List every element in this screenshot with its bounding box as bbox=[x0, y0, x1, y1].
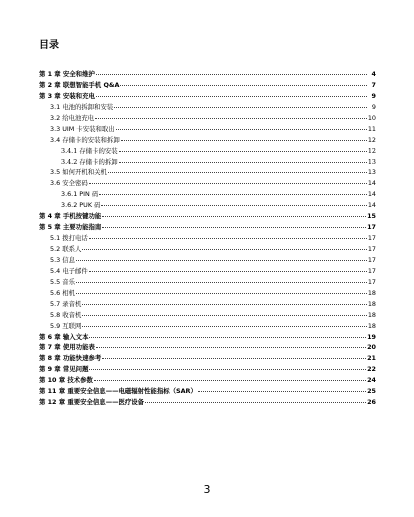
toc-entry[interactable] bbox=[39, 299, 376, 310]
toc-entry-page: 18 bbox=[367, 321, 376, 330]
toc-entry[interactable] bbox=[39, 244, 376, 255]
toc-entry-page: 9 bbox=[371, 102, 376, 111]
toc-entry[interactable] bbox=[39, 102, 376, 113]
toc-entry-page: 18 bbox=[367, 299, 376, 308]
toc-dot-leader bbox=[114, 106, 367, 108]
toc-entry-label: 5.8 收音机 bbox=[50, 310, 82, 319]
toc-entry-page: 7 bbox=[371, 80, 376, 89]
toc-entry[interactable] bbox=[39, 364, 376, 375]
toc-dot-leader bbox=[96, 95, 367, 97]
toc-entry-label: 3.4.2 存储卡的拆卸 bbox=[61, 157, 118, 166]
toc-entry-label: 3.6.2 PUK 码 bbox=[61, 201, 101, 210]
toc-entry[interactable] bbox=[39, 321, 376, 332]
toc-entry-page: 17 bbox=[367, 255, 376, 264]
toc-entry-label: 3.1 电池的拆卸和安装 bbox=[50, 102, 114, 111]
toc-dot-leader bbox=[119, 150, 367, 152]
toc-entry-page: 14 bbox=[367, 190, 376, 199]
toc-entry-label: 第 6 章 输入文本 bbox=[39, 332, 89, 341]
toc-dot-leader bbox=[102, 215, 366, 217]
toc-entry-page: 17 bbox=[367, 277, 376, 286]
toc-entry[interactable] bbox=[39, 353, 376, 364]
toc-entry-label: 第 7 章 使用功能表 bbox=[39, 343, 95, 352]
toc-dot-leader bbox=[89, 237, 367, 239]
toc-dot-leader bbox=[89, 368, 366, 370]
toc-entry-label: 第 12 章 重要安全信息——医疗设备 bbox=[39, 398, 145, 407]
toc-entry-label: 第 4 章 手机按键功能 bbox=[39, 212, 102, 221]
toc-dot-leader bbox=[94, 379, 366, 381]
toc-entry-page: 22 bbox=[367, 365, 376, 374]
toc-dot-leader bbox=[82, 303, 366, 305]
toc-dot-leader bbox=[82, 248, 366, 250]
toc-dot-leader bbox=[95, 117, 367, 119]
toc-entry[interactable] bbox=[39, 342, 376, 353]
toc-entry-label: 3.6.1 PIN 码 bbox=[61, 190, 99, 199]
toc-entry-label: 第 8 章 功能快速参考 bbox=[39, 354, 102, 363]
toc-dot-leader bbox=[102, 226, 366, 228]
toc-entry-label: 5.9 互联网 bbox=[50, 321, 82, 330]
toc-dot-leader bbox=[102, 357, 366, 359]
toc-entry-page: 21 bbox=[367, 354, 376, 363]
toc-entry-label: 第 9 章 常见问题 bbox=[39, 365, 89, 374]
toc-entry[interactable] bbox=[39, 222, 376, 233]
toc-entry-label: 第 11 章 重要安全信息——电磁辐射性能指标（SAR） bbox=[39, 387, 197, 396]
toc-entry-page: 17 bbox=[367, 245, 376, 253]
toc-dot-leader bbox=[120, 84, 367, 86]
toc-dot-leader bbox=[119, 161, 367, 163]
toc-entry-label: 3.4.1 存储卡的安装 bbox=[61, 146, 118, 155]
toc-entry[interactable] bbox=[39, 386, 376, 397]
toc-entry-label: 第 10 章 技术参数 bbox=[39, 376, 93, 385]
toc-dot-leader bbox=[89, 336, 366, 338]
toc-entry[interactable] bbox=[39, 189, 376, 200]
toc-entry-page: 12 bbox=[367, 146, 376, 155]
toc-entry-page: 17 bbox=[367, 266, 376, 275]
toc-dot-leader bbox=[89, 182, 367, 184]
toc-entry[interactable] bbox=[39, 146, 376, 157]
toc-entry-page: 13 bbox=[367, 157, 376, 166]
toc-dot-leader bbox=[108, 171, 367, 173]
toc-entry-label: 3.2 给电池充电 bbox=[50, 113, 95, 122]
toc-entry-page: 20 bbox=[367, 343, 376, 352]
toc-dot-leader bbox=[99, 193, 367, 195]
toc-entry-page: 13 bbox=[367, 168, 376, 177]
toc-entry[interactable] bbox=[39, 91, 376, 102]
toc-entry[interactable] bbox=[39, 124, 376, 135]
toc-entry[interactable] bbox=[39, 69, 376, 80]
toc-entry[interactable] bbox=[39, 266, 376, 277]
toc-entry-page: 4 bbox=[371, 70, 376, 78]
toc-dot-leader bbox=[76, 259, 367, 261]
toc-entry-page: 14 bbox=[367, 201, 376, 210]
toc-dot-leader bbox=[121, 139, 367, 141]
toc-entry[interactable] bbox=[39, 310, 376, 321]
toc-entry-label: 3.3 UIM 卡安装和取出 bbox=[50, 124, 115, 133]
toc-entry-page: 24 bbox=[367, 376, 376, 385]
toc-entry-page: 25 bbox=[367, 387, 376, 396]
toc-entry-label: 第 5 章 主要功能指南 bbox=[39, 223, 102, 232]
toc-entry-page: 9 bbox=[371, 91, 376, 100]
toc-entry-page: 17 bbox=[367, 234, 376, 243]
toc-entry[interactable] bbox=[39, 167, 376, 178]
toc-entry-label: 5.7 录音机 bbox=[50, 299, 82, 308]
toc-entry-page: 17 bbox=[367, 223, 376, 232]
toc-entry-label: 3.4 存储卡的安装和拆卸 bbox=[50, 135, 120, 144]
toc-entry-page: 15 bbox=[367, 212, 376, 221]
toc-entry-label: 5.3 信息 bbox=[50, 255, 75, 264]
toc-entry[interactable] bbox=[39, 157, 376, 168]
toc-dot-leader bbox=[96, 73, 367, 75]
toc-dot-leader bbox=[82, 325, 366, 327]
toc-entry-label: 5.6 相机 bbox=[50, 288, 75, 297]
toc-entry-page: 10 bbox=[367, 113, 376, 122]
toc-entry-label: 第 2 章 联想智能手机 Q&A bbox=[39, 80, 120, 89]
toc-entry[interactable] bbox=[39, 233, 376, 244]
toc-dot-leader bbox=[101, 204, 366, 206]
toc-entry[interactable] bbox=[39, 397, 376, 408]
toc-entry-page: 18 bbox=[367, 310, 376, 319]
toc-entry-label: 第 3 章 安装和充电 bbox=[39, 91, 95, 100]
toc-dot-leader bbox=[145, 401, 366, 403]
toc-entry-label: 5.4 电子邮件 bbox=[50, 266, 88, 275]
toc-entry-label: 3.5 如何开机和关机 bbox=[50, 168, 107, 177]
toc-entry[interactable] bbox=[39, 332, 376, 343]
toc-title: 目录 bbox=[39, 40, 59, 51]
toc-entry[interactable] bbox=[39, 178, 376, 189]
toc-entry[interactable] bbox=[39, 277, 376, 288]
toc-entry[interactable] bbox=[39, 113, 376, 124]
toc-entry-page: 12 bbox=[367, 135, 376, 144]
toc-dot-leader bbox=[116, 128, 367, 130]
toc-entry[interactable] bbox=[39, 80, 376, 91]
page-number: 3 bbox=[203, 483, 211, 496]
toc-entry[interactable] bbox=[39, 211, 376, 222]
toc-entry-page: 18 bbox=[367, 288, 376, 297]
toc-dot-leader bbox=[76, 292, 367, 294]
toc-entry[interactable] bbox=[39, 135, 376, 146]
toc-entry-label: 5.1 拨打电话 bbox=[50, 234, 88, 243]
toc-entry-label: 5.5 音乐 bbox=[50, 277, 75, 286]
toc-entry[interactable] bbox=[39, 375, 376, 386]
toc-entry-page: 11 bbox=[367, 124, 376, 133]
toc-dot-leader bbox=[198, 390, 366, 392]
toc-dot-leader bbox=[96, 346, 366, 348]
toc-entry-page: 19 bbox=[367, 332, 376, 341]
table-of-contents bbox=[39, 69, 376, 408]
toc-entry-label: 第 1 章 安全和维护 bbox=[39, 70, 95, 78]
toc-dot-leader bbox=[82, 314, 366, 316]
toc-dot-leader bbox=[76, 281, 367, 283]
toc-entry-label: 3.6 安全密码 bbox=[50, 179, 88, 188]
toc-dot-leader bbox=[89, 270, 367, 272]
toc-entry-page: 26 bbox=[367, 398, 376, 407]
toc-entry-page: 14 bbox=[367, 179, 376, 188]
toc-entry[interactable] bbox=[39, 288, 376, 299]
toc-entry-label: 5.2 联系人 bbox=[50, 245, 82, 253]
toc-entry[interactable] bbox=[39, 255, 376, 266]
toc-entry[interactable] bbox=[39, 200, 376, 211]
